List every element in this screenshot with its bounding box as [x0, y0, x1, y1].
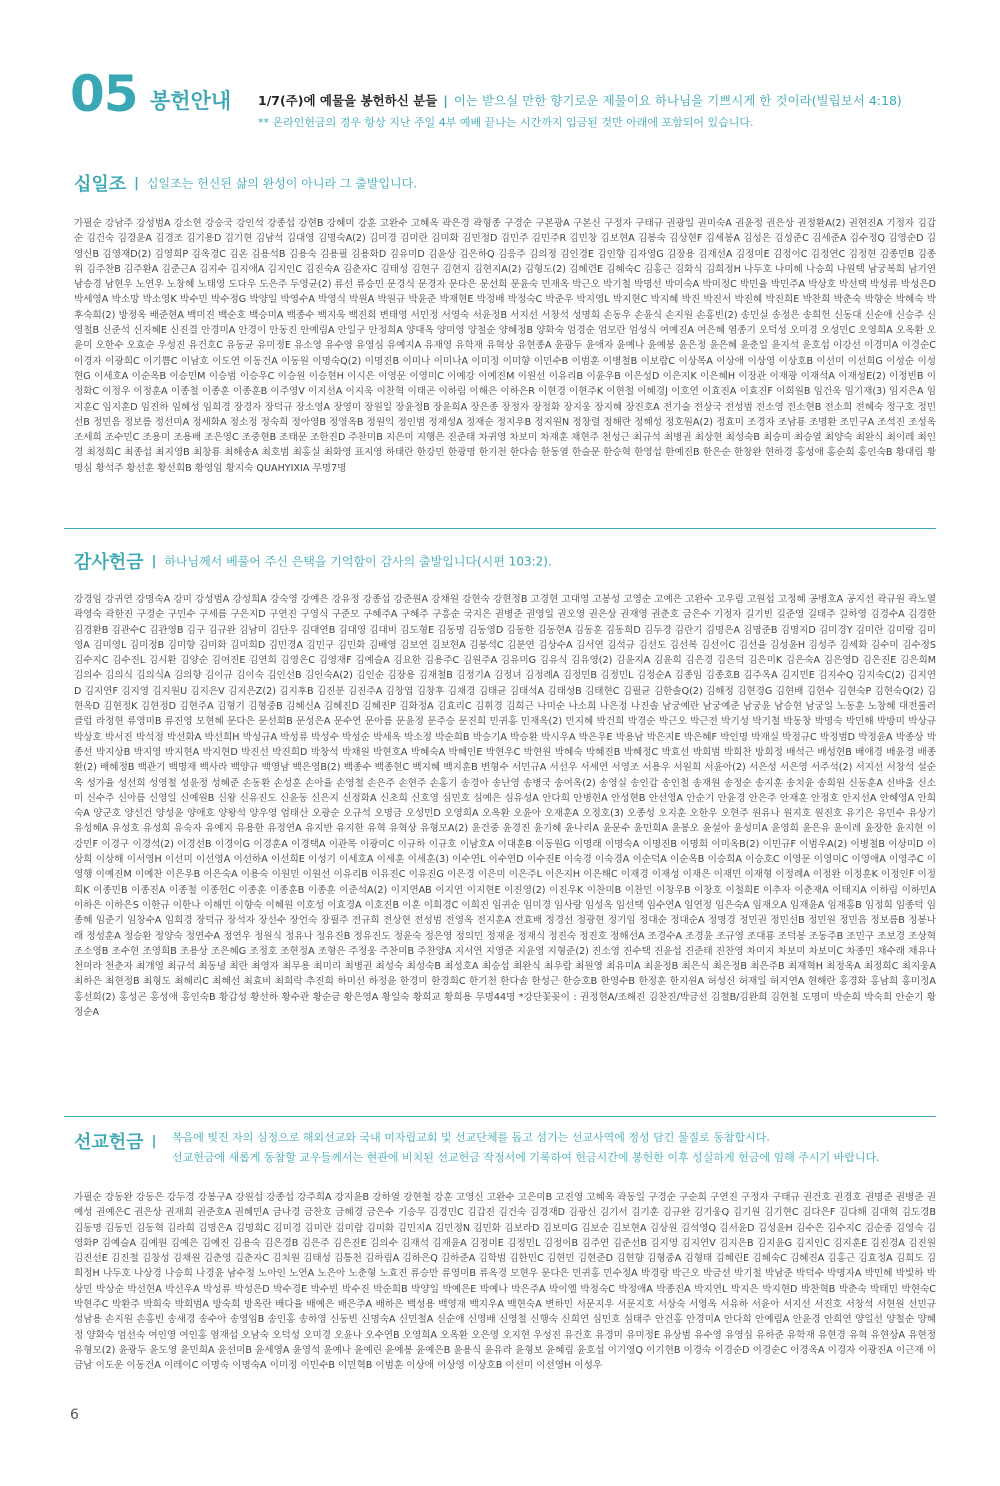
- tithe-title: 십일조: [74, 174, 127, 195]
- tithe-description: 십일조는 헌신된 삶의 완성이 아니라 그 출발입니다.: [146, 176, 418, 191]
- tithe-heading: [74, 170, 417, 196]
- online-offering-note: ** 온라인헌금의 경우 항상 지난 주일 4부 예배 끝나는 시간까지 입금된 것만 아래에 포함되어 있습니다.: [258, 116, 754, 129]
- missions-title: 선교헌금: [74, 1132, 144, 1153]
- divider-bar: |: [134, 175, 139, 191]
- missions-description-1: 복음에 빚진 자의 심정으로 해외선교와 국내 미자립교회 및 선교단체를 돕고 섬기는 선교사역에 정성 담긴 물질로 동참합시다.: [172, 1131, 770, 1144]
- section-divider: [64, 528, 936, 529]
- page-header: [70, 66, 950, 136]
- offering-date-title: 1/7(주)에 예물을 봉헌하신 분들: [258, 93, 438, 108]
- thanks-heading: [74, 548, 552, 574]
- thanks-description: 하나님께서 베풀어 주신 은택을 기억함이 감사의 출발입니다(시편 103:2).: [164, 554, 552, 569]
- header-subtitle: [258, 91, 902, 109]
- missions-description-2: 선교헌금에 새롭게 동참할 교우들께서는 현관에 비치된 선교헌금 작정서에 기록하여 헌금시간에 봉헌한 이후 성실하게 헌금에 임해 주시기 바랍니다.: [172, 1151, 880, 1164]
- missions-name-list: 가필순 강동완 강동은 강두경 강봉구A 강원섭 강종섭 강주희A 강지윤B 강하열 강현철 강훈 고영신 고완수 고은미B 고진영 고혜옥 곽동일 구경순 구순희 구연진 구정자 구태규 권건호 권경호 권명준 권병준 권예성 권예은C 권은상 권재희 권준호A 권혜민A 금나경 금찬호 금혜경 금은수 기승무 김경민C 김갑진 김건숙 김경재D 김광신 김기서 김기훈 김규완 김기웅Q 김기원 김기현C 김다은F 김다해 김대혁 김도경B 김동명 김동민 김동혁 김라희 김명은A 김명희C 김미경 김미란 김미람 김미화 김민지A 김민정N 김민화 김보라D 김보미G 김보순 김보현A 김상원 김석영Q 김서윤D 김성윤H 김수은 김수지C 김순중 김영숙 김영화P 김예슬A 김예원 김예은 김예진 김용숙 김은경B 김은주 김은진E 김의수 김재석 김재윤A 김정미E 김정민L 김정이B 김주연 김준선B 김지영 김지연V 김지은B 김지윤G 김지인C 김지훈E 김진경A 김진원 김진선E 김진철 김창성 김채원 김춘영 김춘자C 김치원 김태성 김통천 김하림A 김하은Q 김하준A 김학범 김한민C 김현민 김현준D 김현향 김형중A 김형태 김혜린E 김혜숙C 김혜진A 김홍근 김효정A 김희도 김희정H 나두호 나상경 나승희 나경윤 남수정 노아인 노연A 노은아 노춘형 노효진 류승만 류영미B 류옥경 모현우 문다은 민귀홍 민수정A 박경랑 박근오 박금선 박기철 박남준 박덕수 박명자A 박민혜 박빛하 박상민 박상순 박선현A 박선우A 박성류 박성은D 박수경E 박수빈 박수진 박순희B 박양일 박예은E 박예나 박은주A 박이엘 박정숙C 박정애A 박종진A 박지연L 박지은 박지현D 박찬혁B 박춘숙 박태민 박현숙C 박현주C 박환주 박희숙 박희범A 방숙희 방옥란 배다율 배예은 배은주A 배하은 백성용 백영재 백지우A 백현숙A 변하민 서문지우 서문지호 서상숙 서영옥 서유하 서윤아 서지선 서진호 서창석 서현원 선민규 성남용 손지원 손홍빈 송새경 송수아 송영임B 송인홍 송하영 신동빈 신명숙A 신민철A 신순애 신영배 신영철 신행숙 신희연 심민호 심태주 안건홍 안경미A 안다희 안예림A 안윤경 안희연 양일선 양철순 양혜정 양화숙 엄선숙 여인영 여인홍 염재섭 오남숙 오덕성 오미경 오윤나 오수연B 오영희A 오옥환 오은영 오지현 우성진 유건호 유경미 유미정E 유상범 유수영 유영심 유하준 유학재 유현경 유혁 유현상A 유현정 유형모(2) 윤광두 윤도영 윤민희A 윤선미B 윤세영A 윤영석 윤예나 윤예린 윤예봉 윤예은B 윤용식 윤유라 윤형보 윤혜림 윤호섭 이기영Q 이기현B 이경숙 이경순D 이경순C 이경옥A 이경자 이광진A 이근재 이금남 이도운 이동건A 이레이C 이명숙 이명숙A 이미정 이민수B 이민혁B 이범훈 이상애 이상영 이상호B 이선미 이선영H 이성우: [74, 1192, 936, 1372]
- tithe-name-list: 가필순 강남주 강성범A 강소현 강승국 강인석 강종섭 강현B 강혜미 강훈 고완수 고혜옥 곽은경 곽형종 구경순 구본광A 구본신 구정자 구태규 권광일 권미숙A 권윤정 권은상 권정환A(2) 권현진A 기정자 김갑순 김건숙 김경윤A 김경조 김기용D 김기현 김남석 김대영 김명숙A(2) 김미경 김미란 김미화 김민정D 김민주 김민주R 김민창 김보현A 김봉숙 김상현F 김세봉A 김성은 김성준C 김세준A 김수정Q 김영순D 김영신B 김영재D(2) 김영희P 김옥경C 김온 김용석B 김용숙 김용필 김용화D 김유미D 김윤상 김은하Q 김응주 김의정 김인경E 김인향 김자영G 김장용 김재선A 김정미E 김정이C 김정연C 김정현 김종민B 김종위 김주찬B 김주환A 김준근A 김지수 김지애A 김지인C 김진숙A 김춘자C 김태성 김현구 김현지 김현지A(2) 김형도(2) 김혜련E 김혜숙C 김홍근 김화식 김희정H 나두호 나미혜 나승희 나원택 남궁복희 남기연 남승경 남현우 노연우 노창혜 노태영 도다우 도은주 두영균(2) 류선 류승민 문경식 문경자 문다은 문선희 문윤숙 민재옥 박근오 박기철 박명선 박미숙A 박미정C 박민율 박민주A 박상호 박선택 박성류 박성은D 박세영A 박소망 박소영K 박수민 박수정G 박양일 박영수A 박영식 박원A 박원규 박윤준 박재현E 박정배 박정숙C 박준우 박지영L 박지현C 박지혜 박진 박진서 박진혜 박진희E 박찬희 박춘숙 박향순 박혜숙 박후숙희(2) 방정옥 배준현A 백미진 백순호 백승미A 백종수 백지욱 백진희 변태영 서민정 서영숙 서윤정B 서지선 서창석 성명희 손동우 손윤식 손지원 손홍빈(2) 송민실 송정은 송희헌 신동대 신순애 신승주 신영철B 신준석 신지혜E 신진결 안경미A 안경이 안동진 안예림A 안일구 안정희A 양대옥 양미영 양철순 양혜정B 양화숙 엄경순 엄모란 엄성식 여예진A 여은혜 염종기 오덕성 오미경 오성민C 오영희A 오옥환 오윤미 오한수 오효순 우성진 유건호C 유동균 유미정E 유소영 유수영 유영심 유예지A 유재영 유학재 유혁상 유현종A 윤광두 윤애자 윤예나 윤예봉 윤은정 윤은혜 윤춘일 윤지석 윤호섭 이강선 이경미A 이경순C 이경자 이광희C 이기쁨C 이남호 이도연 이동건A 이동원 이명숙Q(2) 이명진B 이미나 이미나A 이미정 이미향 이민수B 이범훈 이병철B 이보람C 이상목A 이상애 이상영 이상호B 이선미 이선희G 이성순 이성현G 이세호A 이순옥B 이승민M 이승범 이승우C 이승원 이승현H 이시은 이영문 이영미C 이예강 이예진M 이원선 이유리B 이윤우B 이은성D 이은지K 이은혜H 이장관 이재광 이재석A 이재성E(2) 이정빈B 이정화C 이정우 이정훈A 이종철 이종훈 이종훈B 이주영V 이지선A 이지욱 이찬혁 이태곤 이하림 이해은 이하은R 이현경 이현주K 이현철 이혜경J 이호연 이효진A 이효진F 이희원B 임건욱 임기재(3) 임지은A 임지훈C 임지훈D 임진하 임혜성 임희경 장경자 장덕규 장소영A 장영미 장원일 장윤정B 장윤희A 장은종 장정자 장정화 장지웅 장지혜 장진호A 전기술 전상국 전성범 전소영 전소현B 전소희 전혜숙 정구호 정민선B 정민음 정보름 정선미A 정세화A 정소정 정숙희 정아영B 정영옥B 정원익 정인범 정재성A 정재순 정지우B 정지원N 정창렬 정해란 정혜성 정호원A(2) 정효미 조경자 조남룡 조명환 조민구A 조석진 조성옥 조세희 조수민C 조용미 조용배 조은영C 조중현B 조태문 조한진D 주찬미B 지은미 지행은 진준태 차귀영 차보미 차재훈 채현주 천성근 최규석 최병권 최상현 최성숙B 최승미 최승열 최양숙 최완식 최이레 최인경 최정희C 최종섭 최지영B 최창룡 최해송A 최호범 최홍실 최화영 표지영 하태란 한강민 한광명 한기천 한다솜 한동열 한슬문 한승혁 한영섭 한예진B 한은순 한창완 현하경 홍성애 홍순희 홍인숙B 황대림 황명심 황석주 황선훈 황선희B 황영임 황지숙 QUAHYIXIA 무명7명: [74, 218, 936, 474]
- section-divider: [64, 1116, 936, 1117]
- thanks-name-list: 강경임 강귀연 강명숙A 강미 강성범A 강성희A 강숙영 강예은 강유정 강종섭 강준원A 강채원 강현숙 강현정B 고경현 고대영 고봉성 고영순 고예은 고완수 고우림 고원섭 고정혜 공병호A 공지선 곽규원 곽노열 곽영숙 곽한진 구경순 구민수 구세름 구은지D 구연진 구영식 구준모 구혜주A 구혜주 구흥순 국지은 권병준 권영일 권오영 권은상 권재영 권춘호 금은수 기정자 길기빈 길준영 길태주 길하영 김경수A 김경한 김경환B 김관수C 김관영B 김구 김규완 김남미 김단우 김대연B 김대영 김대비 김도형E 김동명 김동영D 김동한 김동현A 김동훈 김동희D 김두경 김란기 김명은A 김명준B 김명지D 김미경Y 김미란 김미랑 김미영A 김미영L 김미정B 김미향 김미화 김미희D 김민경A 김민구 김민화 김배영 김보연 김보현A 김봉석C 김분연 김상수A 김서연 김석규 김선도 김선복 김선이C 김선율 김성윤H 김성주 김세화 김수미 김수정S 김수지C 김수진L 김시환 김양순 김여진E 김연희 김영은C 김영재F 김예슬A 김요한 김용주C 김원주A 김유미G 김유식 김유영(2) 김윤지A 김윤희 김은경 김은덕 김은미K 김은숙A 김은영D 김은진E 김은희M 김의수 김의식 김의식A 김의향 김이규 김이숙 김인선B 김인숙A(2) 김인순 김장용 김재철B 김정기A 김정녀 김정례A 김정민B 김정민L 김정순A 김종임 김종호B 김주옥A 김지민E 김지수Q 김지숙C(2) 김지연D 김지연F 김지영 김지원U 김지은V 김지은Z(2) 김지후B 김진분 김진주A 김창엽 김창후 김채경 김태균 김태석A 김태성B 김태현C 김필균 김한솔Q(2) 김해정 김현경G 김현배 김현수 김현숙P 김현숙Q(2) 김현옥D 김현정K 김현정D 김현주A 김형기 김형중B 김혜신A 김혜진D 김혜진P 김화정A 김효리C 김휘경 김희근 나미순 나소희 나은정 나진솔 남궁예란 남궁예준 남궁윤 남승현 남궁일 노동훈 노창혜 대전롤러클럽 라정현 류영미B 류진영 모현혜 문다은 문선희B 문성은A 문수연 문아름 문윤정 문주승 문진희 민귀홍 민재옥(2) 민지혜 박건희 박경순 박근오 박근전 박기성 박기철 박동창 박명숙 박민해 박방미 박상규 박상호 박서진 박석정 박선화A 박선희H 박성규A 박성류 박성수 박성순 박세옥 박소정 박순희B 박승기A 박승환 박시우A 박은우E 박용남 박은지E 박은혜F 박인명 박재실 박정규C 박정범D 박정윤A 박종상 박종선 박지상B 박지영 박지현A 박지현D 박진선 박진희D 박창석 박채원 박현호A 박혜숙A 박혜인E 박현우C 박현원 박혜숙 박혜진B 박혜정C 박효선 박희범 박희찬 방희정 배석근 배성현B 배애경 배윤경 배종환(2) 배혜정B 백관기 백명재 백사라 백양규 백영남 백은영B(2) 백종수 백종현C 백지혜 백지훈B 변형수 서민규A 서선우 서세연 서영조 서용우 서원희 서윤아(2) 서은성 서은영 서주석(2) 서지선 서창석 설순옥 성가율 성선희 성영철 성윤정 성혜준 손동환 손성훈 손아율 손영철 손은주 손현주 손홍기 송경아 송난영 송병국 송여옥(2) 송영실 송인갑 송인철 송재원 송정순 송지훈 송치윤 송희원 신동훈A 신바울 신소미 신수주 신아름 신영일 신예원B 신왕 신유진도 신윤동 신은지 신정화A 신초희 신호영 심민호 심예은 심유성A 안다희 안병현A 안성현B 안선영A 안순기 안윤경 안은주 안재훈 안정호 안지선A 안혜영A 안희숙A 양군호 양선건 양성윤 양애호 양왕석 양우영 엄태산 오광순 오규석 오명금 오성민D 오영희A 오옥환 오윤아 오재훈A 오정호(3) 오종성 오지훈 오한우 오현주 원유나 원지호 원진호 유기은 유민수 유상기 유성혜A 유성호 유성희 유숙자 유예지 유용한 유정연A 유지반 유지한 유혁 유혁상 유형모A(2) 윤건중 윤경진 윤기혜 윤나리A 윤문수 윤민희A 윤봉오 윤설아 윤성미A 윤영희 윤은유 윤이레 윤장한 윤지현 이강민F 이경구 이경석(2) 이경선B 이경이G 이경훈A 이경택A 이관목 이광미C 이규하 이규호 이남호A 이대훈B 이동원G 이명래 이명숙A 이명진B 이명희 이미옥B(2) 이민규F 이범우A(2) 이병철B 이상미D 이상희 이상해 이서영H 이선미 이선영A 이선하A 이선희E 이성기 이세호A 이세훈 이세훈(3) 이수연L 이수연D 이수진E 이숙경 이숙경A 이순덕A 이순옥B 이승희A 이승호C 이영문 이영미C 이영애A 이영주C 이영행 이예진M 이예찬 이은우B 이은숙A 이용숙 이원민 이원선 이유리B 이유진C 이유진G 이은경 이은미 이은주L 이은지H 이은해C 이재경 이재성 이재은 이재민 이재형 이정례A 이정완 이정훈K 이정인F 이정희K 이종민B 이종진A 이종철 이종헌C 이종훈 이종훈B 이종훈 이준석A(2) 이지연AB 이지연 이지현E 이진영(2) 이진우K 이찬미B 이찬민 이창우B 이창호 이철희E 이추자 이춘재A 이태지A 이하림 이하민A 이하은 이하은S 이한규 이한나 이해민 이향숙 이혜원 이호성 이효경A 이호진B 이훈 이희경C 이희진 임귀순 임미경 임사랑 임성옥 임선택 임수연A 임연정 임은숙A 임재오A 임재윤A 임재홍B 임정희 임종덕 임종혜 임준기 임창수A 임희경 장덕규 장석자 장선수 장언숙 장필주 전규희 전상현 전성범 전영옥 전지훈A 전효배 정경선 정광현 정기임 정대순 정대순A 정명경 정민권 정민선B 정민원 정민음 정보름B 정봉나래 정성훈A 정승환 정양숙 정연수A 정연우 정원식 정유나 정유진B 정유진도 정윤숙 정은영 정의민 정재윤 정재식 정진숙 정진호 정해선A 조경수A 조경윤 조규영 조대룡 조덕봉 조동주B 조민구 조보경 조상혁 조소영B 조수현 조영희B 조용상 조은혜G 조정호 조현정A 조형은 주정웅 주찬미B 주찬양A 지서연 지영준 지윤영 지형준(2) 진소영 진수택 진윤섭 진준태 진찬영 차미지 차보미 차보미C 차종민 채수래 채유나 천미라 천춘자 최개영 최규석 최동녕 최란 최영자 최무용 최미리 최병권 최성숙 최성숙B 최성호A 최승섭 최완식 최우람 최원영 최유미A 최윤정B 최은식 최은정B 최은주B 최재혁H 최정옥A 최정희C 최지웅A 최하은 최현정B 최형도 최혜리C 최혜선 최효비 최희락 추진희 하미선 하정윤 한경미 한경희C 한기천 한다솜 한성근 한승호B 한영수B 한정훈 한지원A 허성신 허재일 허지연A 현해란 홍경화 홍남희 홍미정A 홍선희(2) 홍성곤 홍성애 홍인숙B 황갑성 황선하 황수관 황순금 황은영A 황일숙 황희교 황희용 무명44명 *강단꽃꽂이 : 권정현A/조해진 김찬진/박금선 김철B/김완희 김현철 도명미 박순희 박숙희 안순기 황정순A: [74, 594, 936, 1019]
- page-title: 봉헌안내: [150, 89, 232, 113]
- divider-bar: |: [443, 93, 448, 108]
- thanks-title: 감사헌금: [74, 552, 144, 573]
- divider-bar: |: [151, 1133, 157, 1149]
- section-number: 05: [70, 65, 138, 123]
- bible-verse: 이는 받으실 만한 향기로운 제물이요 하나님을 기쁘시게 한 것이라(빌립보서 4:18): [453, 93, 902, 108]
- page-number: 6: [70, 1407, 79, 1423]
- missions-heading: [74, 1128, 164, 1154]
- divider-bar: |: [151, 553, 157, 569]
